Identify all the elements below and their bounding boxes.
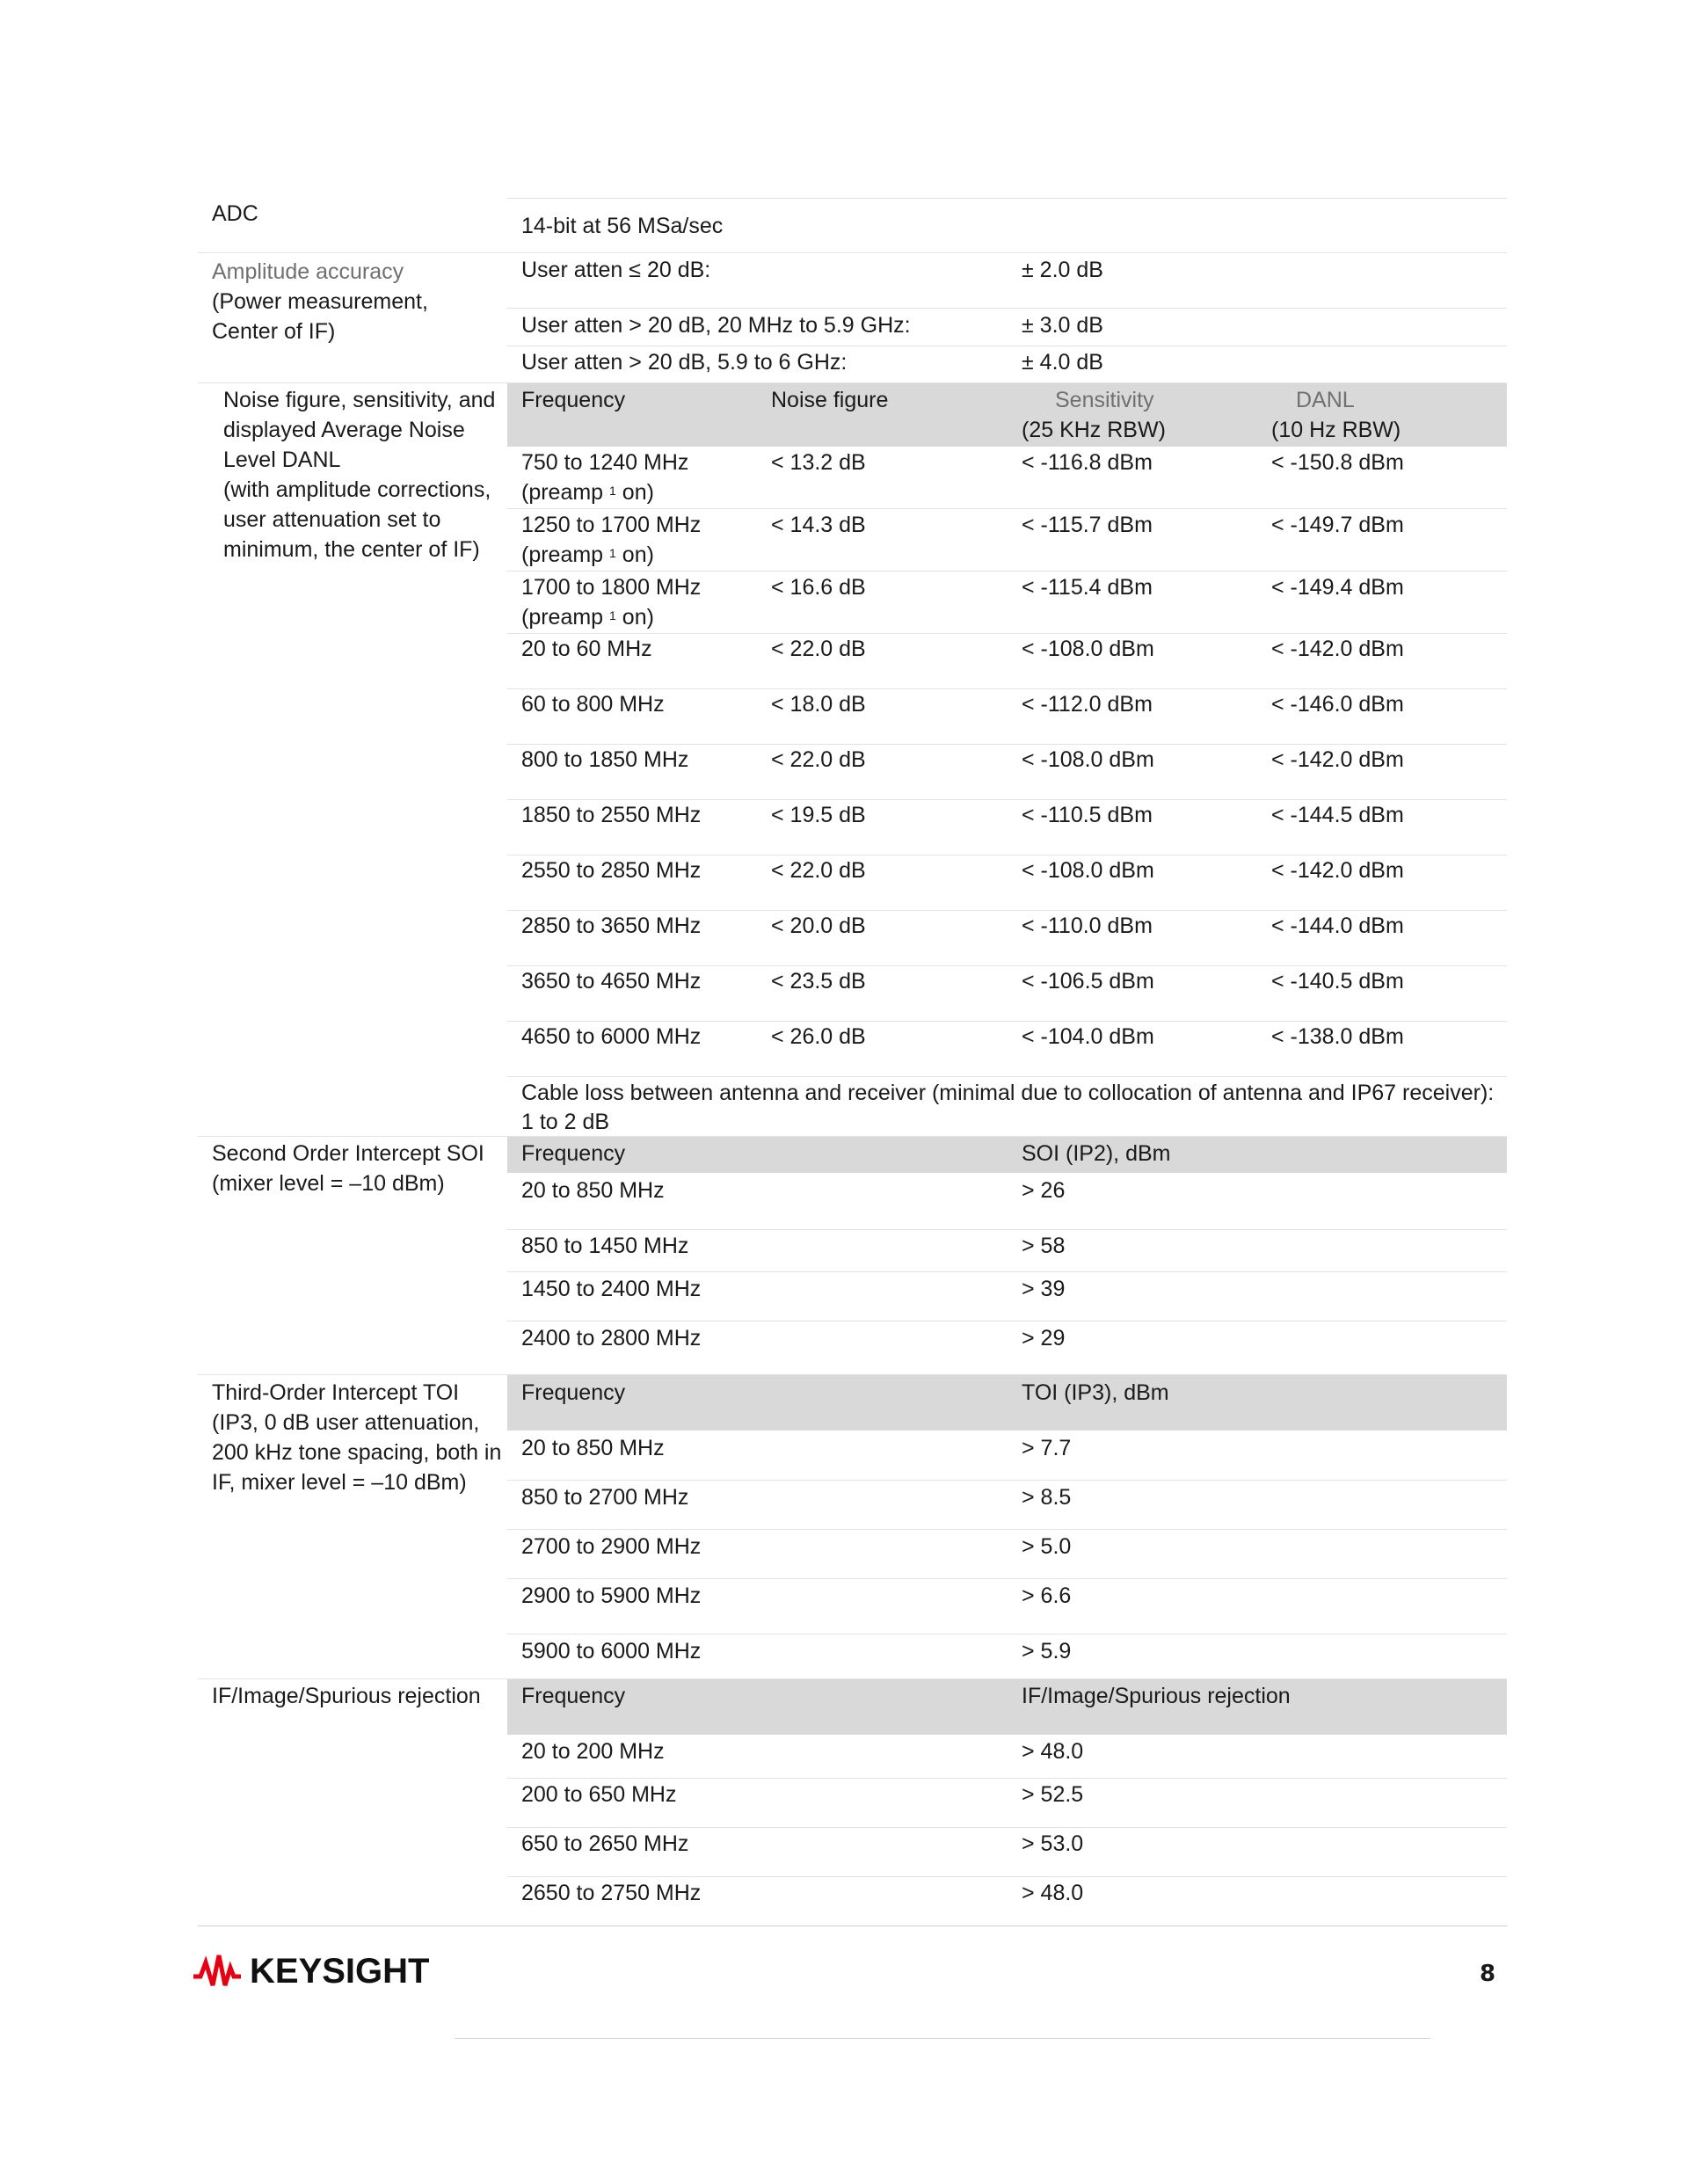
noise-row-8-nf: < 22.0 dB xyxy=(771,858,866,883)
ifr-row-1-freq: 20 to 200 MHz xyxy=(521,1739,665,1764)
noise-row-5-nf: < 18.0 dB xyxy=(771,692,866,717)
noise-row-11-danl: < -138.0 dBm xyxy=(1271,1024,1404,1049)
toi-row-5-freq: 5900 to 6000 MHz xyxy=(521,1639,702,1663)
page-number: 8 xyxy=(1480,1961,1496,1987)
noise-row-2-nf: < 14.3 dB xyxy=(771,513,866,537)
noise-row-1-freq: 750 to 1240 MHz xyxy=(521,450,689,475)
soi-row-4-val: > 29 xyxy=(1022,1326,1066,1350)
noise-row-7-danl: < -144.5 dBm xyxy=(1271,803,1404,827)
adc-value: 14-bit at 56 MSa/sec xyxy=(521,214,724,238)
noise-row-4-freq: 20 to 60 MHz xyxy=(521,637,652,661)
noise-row-1-sens: < -116.8 dBm xyxy=(1022,450,1153,475)
noise-row-5-sens: < -112.0 dBm xyxy=(1022,692,1153,717)
toi-row-2-freq: 850 to 2700 MHz xyxy=(521,1485,689,1510)
row-rule xyxy=(507,1076,1507,1077)
noise-row-10-freq: 3650 to 4650 MHz xyxy=(521,969,702,994)
row-rule xyxy=(507,1480,1507,1481)
toi-row-4-freq: 2900 to 5900 MHz xyxy=(521,1583,702,1608)
toi-row-3-val: > 5.0 xyxy=(1022,1534,1072,1559)
soi-row-1-freq: 20 to 850 MHz xyxy=(521,1178,665,1203)
if-rejection-table-header xyxy=(507,1679,1507,1735)
noise-row-11-sens: < -104.0 dBm xyxy=(1022,1024,1154,1049)
amp-val-3: ± 4.0 dB xyxy=(1022,350,1103,375)
ifr-row-4-freq: 2650 to 2750 MHz xyxy=(521,1881,702,1905)
noise-row-1-nf: < 13.2 dB xyxy=(771,450,866,475)
if-rejection-label: IF/Image/Spurious rejection xyxy=(212,1684,481,1708)
amp-val-2: ± 3.0 dB xyxy=(1022,313,1103,338)
ifr-header-value: IF/Image/Spurious rejection xyxy=(1022,1684,1291,1708)
preamp-note: (preamp $^1$ on) xyxy=(521,605,654,630)
noise-row-7-sens: < -110.5 dBm xyxy=(1022,803,1153,827)
noise-row-9-sens: < -110.0 dBm xyxy=(1022,914,1153,938)
soi-label: Second Order Intercept SOI (mixer level = –10 dBm) xyxy=(212,1141,484,1196)
noise-row-7-nf: < 19.5 dB xyxy=(771,803,866,827)
preamp-note: (preamp $^1$ on) xyxy=(521,542,654,567)
noise-row-9-danl: < -144.0 dBm xyxy=(1271,914,1404,938)
row-rule xyxy=(507,1876,1507,1877)
noise-row-11-nf: < 26.0 dB xyxy=(771,1024,866,1049)
noise-row-3-nf: < 16.6 dB xyxy=(771,575,866,600)
toi-row-3-freq: 2700 to 2900 MHz xyxy=(521,1534,702,1559)
ifr-header-frequency: Frequency xyxy=(521,1684,626,1708)
row-rule xyxy=(507,1529,1507,1530)
col-header-sensitivity: Sensitivity xyxy=(1055,388,1154,412)
footer-rule xyxy=(455,2038,1430,2039)
section-rule xyxy=(198,252,1507,253)
noise-row-8-danl: < -142.0 dBm xyxy=(1271,858,1404,883)
toi-row-5-val: > 5.9 xyxy=(1022,1639,1072,1663)
noise-row-6-nf: < 22.0 dB xyxy=(771,747,866,772)
noise-row-1-danl: < -150.8 dBm xyxy=(1271,450,1404,475)
row-rule xyxy=(507,1271,1507,1272)
noise-row-8-sens: < -108.0 dBm xyxy=(1022,858,1154,883)
noise-row-2-freq: 1250 to 1700 MHz xyxy=(521,513,702,537)
toi-row-1-val: > 7.7 xyxy=(1022,1436,1072,1460)
row-rule xyxy=(507,1578,1507,1579)
noise-row-4-nf: < 22.0 dB xyxy=(771,637,866,661)
noise-row-9-freq: 2850 to 3650 MHz xyxy=(521,914,702,938)
toi-label: Third-Order Intercept TOI (IP3, 0 dB user attenuation, 200 kHz tone spacing, both in IF, mixer level = –10 dBm) xyxy=(212,1380,502,1495)
ifr-row-3-val: > 53.0 xyxy=(1022,1831,1084,1856)
noise-row-3-danl: < -149.4 dBm xyxy=(1271,575,1404,600)
toi-header-frequency: Frequency xyxy=(521,1380,626,1405)
soi-header-frequency: Frequency xyxy=(521,1141,626,1166)
col-header-danl-rbw: (10 Hz RBW) xyxy=(1271,418,1401,442)
toi-table-header xyxy=(507,1375,1507,1431)
ifr-row-2-val: > 52.5 xyxy=(1022,1782,1084,1807)
col-header-frequency: Frequency xyxy=(521,388,626,412)
noise-row-10-nf: < 23.5 dB xyxy=(771,969,866,994)
soi-row-2-freq: 850 to 1450 MHz xyxy=(521,1234,689,1258)
amp-cond-3: User atten > 20 dB, 5.9 to 6 GHz: xyxy=(521,350,848,375)
noise-row-5-freq: 60 to 800 MHz xyxy=(521,692,665,717)
soi-row-2-val: > 58 xyxy=(1022,1234,1066,1258)
noise-figure-label: Noise figure, sensitivity, and displayed Average Noise Level DANL (with amplitude corrections, user attenuation set to minimum, the center of IF) xyxy=(223,388,496,562)
noise-row-6-danl: < -142.0 dBm xyxy=(1271,747,1404,772)
noise-row-5-danl: < -146.0 dBm xyxy=(1271,692,1404,717)
ifr-row-4-val: > 48.0 xyxy=(1022,1881,1084,1905)
keysight-logo xyxy=(192,1950,429,1992)
toi-row-2-val: > 8.5 xyxy=(1022,1485,1072,1510)
noise-row-3-sens: < -115.4 dBm xyxy=(1022,575,1153,600)
noise-row-10-danl: < -140.5 dBm xyxy=(1271,969,1404,994)
row-rule xyxy=(507,1229,1507,1230)
noise-row-4-danl: < -142.0 dBm xyxy=(1271,637,1404,661)
preamp-note: (preamp $^1$ on) xyxy=(521,480,654,505)
soi-header-value: SOI (IP2), dBm xyxy=(1022,1141,1171,1166)
amp-cond-2: User atten > 20 dB, 20 MHz to 5.9 GHz: xyxy=(521,313,911,338)
col-header-noise-figure: Noise figure xyxy=(771,388,889,412)
soi-row-3-freq: 1450 to 2400 MHz xyxy=(521,1277,702,1301)
brand-name: KEYSIGHT xyxy=(250,1951,430,1991)
row-rule xyxy=(507,308,1507,309)
row-rule xyxy=(507,508,1507,509)
noise-row-11-freq: 4650 to 6000 MHz xyxy=(521,1024,702,1049)
amp-val-1: ± 2.0 dB xyxy=(1022,258,1103,282)
soi-row-3-val: > 39 xyxy=(1022,1277,1066,1301)
col-header-sensitivity-rbw: (25 KHz RBW) xyxy=(1022,418,1166,442)
soi-table-header xyxy=(507,1137,1507,1173)
amplitude-accuracy-label: Amplitude accuracy (Power measurement, Center of IF) xyxy=(212,259,428,344)
noise-row-4-sens: < -108.0 dBm xyxy=(1022,637,1154,661)
noise-row-8-freq: 2550 to 2850 MHz xyxy=(521,858,702,883)
ifr-row-2-freq: 200 to 650 MHz xyxy=(521,1782,677,1807)
col-header-danl: DANL xyxy=(1296,388,1355,412)
noise-row-2-danl: < -149.7 dBm xyxy=(1271,513,1404,537)
cable-loss-note: Cable loss between antenna and receiver (minimal due to collocation of antenna and IP67 receiver): xyxy=(521,1081,1495,1105)
soi-row-1-val: > 26 xyxy=(1022,1178,1066,1203)
ifr-row-3-freq: 650 to 2650 MHz xyxy=(521,1831,689,1856)
toi-row-4-val: > 6.6 xyxy=(1022,1583,1072,1608)
keysight-wave-icon xyxy=(192,1950,243,1992)
noise-row-7-freq: 1850 to 2550 MHz xyxy=(521,803,702,827)
adc-label: ADC xyxy=(212,201,258,226)
ifr-row-1-val: > 48.0 xyxy=(1022,1739,1084,1764)
noise-row-9-nf: < 20.0 dB xyxy=(771,914,866,938)
noise-row-2-sens: < -115.7 dBm xyxy=(1022,513,1153,537)
noise-row-6-sens: < -108.0 dBm xyxy=(1022,747,1154,772)
noise-row-3-freq: 1700 to 1800 MHz xyxy=(521,575,702,600)
amp-cond-1: User atten ≤ 20 dB: xyxy=(521,258,711,282)
noise-row-10-sens: < -106.5 dBm xyxy=(1022,969,1154,994)
noise-row-6-freq: 800 to 1850 MHz xyxy=(521,747,689,772)
toi-row-1-freq: 20 to 850 MHz xyxy=(521,1436,665,1460)
row-rule xyxy=(507,1827,1507,1828)
soi-row-4-freq: 2400 to 2800 MHz xyxy=(521,1326,702,1350)
table-top-rule xyxy=(507,198,1507,199)
toi-header-value: TOI (IP3), dBm xyxy=(1022,1380,1169,1405)
cable-loss-value: 1 to 2 dB xyxy=(521,1110,610,1134)
row-rule xyxy=(507,1778,1507,1779)
